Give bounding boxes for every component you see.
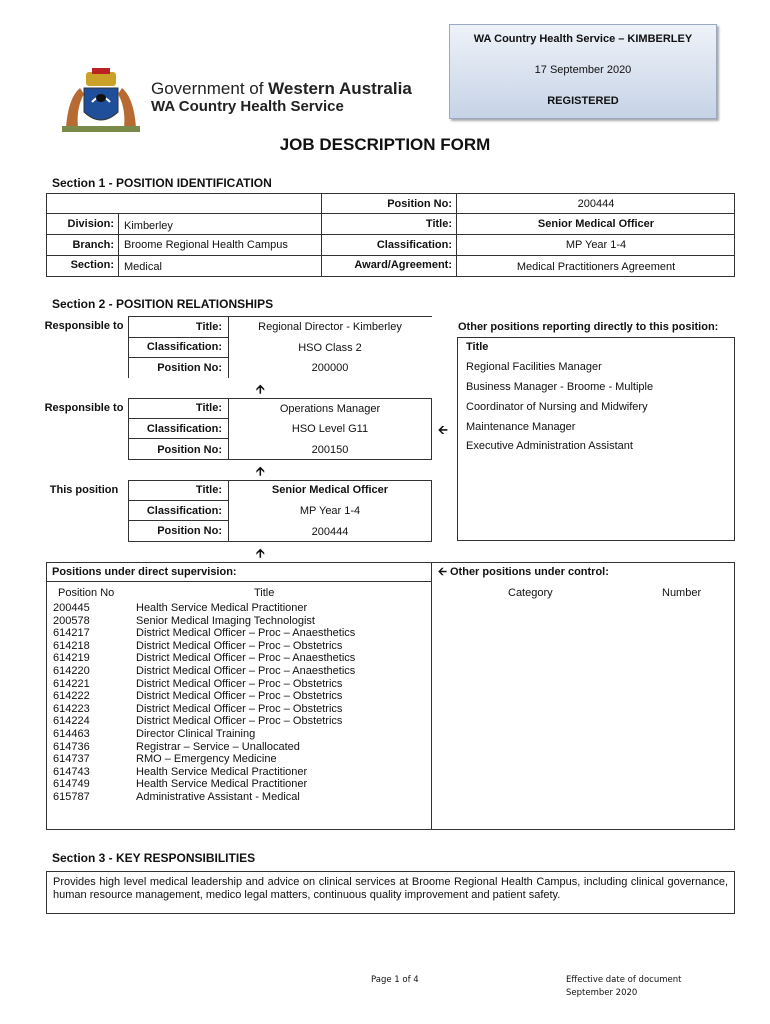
box3-side-label: This position: [49, 484, 119, 496]
table-row-posno: 614737: [53, 753, 90, 766]
table-row-title: District Medical Officer – Proc – Obstetrics: [136, 702, 343, 715]
division-label: Division:: [67, 218, 114, 230]
box2-class-label: Classification:: [146, 423, 222, 435]
table-row-title: Health Service Medical Practitioner: [136, 778, 308, 791]
key-responsibilities-text: Provides high level medical leadership and advice on clinical services at Broome Regional Health Campus, including clinical governance, human resource management, medico legal matters, continuous quality improvement and patient safety.: [53, 876, 728, 901]
table-row-posno: 614217: [53, 627, 90, 640]
box3-posno-label: Position No:: [157, 525, 222, 537]
table-row-title: District Medical Officer – Proc – Anaesthetics: [136, 664, 356, 677]
table-row-title: RMO – Emergency Medicine: [136, 753, 277, 766]
other-position-item: Business Manager - Broome - Multiple: [466, 381, 654, 393]
section2-heading: Section 2 - POSITION RELATIONSHIPS: [52, 297, 274, 311]
gov-prefix: Government of: [151, 79, 269, 98]
table-row-title: Health Service Medical Practitioner: [136, 602, 308, 614]
left-arrow-icon: 🡨: [438, 423, 448, 437]
effective-date-label: Effective date of document: [566, 975, 682, 985]
box3-title-label: Title:: [195, 484, 222, 496]
table-row-posno: 614749: [53, 778, 90, 791]
other-position-item: Maintenance Manager: [466, 421, 576, 433]
box2-side-label: Responsible to: [44, 402, 124, 414]
section3-heading: Section 3 - KEY RESPONSIBILITIES: [52, 851, 256, 865]
stamp-line-2: 17 September 2020: [534, 64, 632, 76]
gov-bold: Western Australia: [268, 79, 412, 98]
other-positions-col-title: Title: [466, 341, 489, 353]
registration-stamp: [449, 24, 717, 119]
table-row-posno: 614220: [53, 664, 90, 677]
table-row-title: Registrar – Service – Unallocated: [136, 740, 300, 753]
box1-side-label: Responsible to: [44, 320, 124, 332]
crest-logo: [56, 68, 146, 136]
box3-class-label: Classification:: [146, 505, 222, 517]
form-title: JOB DESCRIPTION FORM: [279, 135, 491, 154]
table-row-posno: 614743: [53, 765, 90, 778]
up-arrow-icon: 🡩: [256, 464, 265, 478]
section-value: Medical: [124, 261, 162, 273]
classification-value: MP Year 1-4: [565, 239, 627, 251]
box3-title: Senior Medical Officer: [271, 484, 389, 496]
table-row-title: Director Clinical Training: [136, 727, 256, 740]
classification-label: Classification:: [376, 239, 452, 251]
col-position-no: Position No: [58, 587, 115, 599]
supervision-posno-list: [53, 602, 90, 804]
box2-title: Operations Manager: [279, 403, 381, 415]
box2-class: HSO Level G11: [291, 423, 369, 435]
box1-posno: 200000: [311, 362, 349, 374]
box3-posno: 200444: [311, 526, 349, 538]
table-row-posno: 614222: [53, 690, 90, 703]
table-row-title: Senior Medical Imaging Technologist: [136, 614, 315, 627]
stamp-line-3: REGISTERED: [547, 95, 619, 107]
table-row-title: Health Service Medical Practitioner: [136, 765, 308, 778]
control-heading-text: Other positions under control:: [450, 566, 609, 578]
title-value: Senior Medical Officer: [537, 218, 655, 230]
table-row-title: District Medical Officer – Proc – Anaesthetics: [136, 652, 356, 665]
box1-title-label: Title:: [195, 321, 222, 333]
supervision-heading: Positions under direct supervision:: [52, 566, 237, 578]
box1-posno-label: Position No:: [157, 362, 222, 374]
left-arrow-icon: 🡨: [438, 566, 447, 578]
up-arrow-icon: 🡩: [256, 546, 265, 560]
box1-class: HSO Class 2: [298, 342, 362, 354]
table-row-posno: 614219: [53, 652, 90, 665]
effective-date: September 2020: [566, 988, 638, 998]
table-row-title: District Medical Officer – Proc – Obstetrics: [136, 690, 343, 703]
table-row-posno: 614218: [53, 639, 90, 652]
col-number: Number: [662, 587, 702, 599]
table-row-posno: 614736: [53, 740, 90, 753]
service-name: WA Country Health Service: [151, 98, 344, 115]
page-number: Page 1 of 4: [371, 975, 419, 985]
section1-heading: Section 1 - POSITION IDENTIFICATION: [52, 176, 272, 190]
up-arrow-icon: 🡩: [256, 382, 265, 396]
posno-label: Position No:: [387, 198, 452, 210]
table-row-title: District Medical Officer – Proc – Obstetrics: [136, 715, 343, 728]
table-row-posno: 614221: [53, 677, 90, 690]
table-row-title: District Medical Officer – Proc – Obstetrics: [136, 677, 343, 690]
col-title: Title: [254, 587, 275, 599]
table-row-title: District Medical Officer – Proc – Anaesthetics: [136, 627, 356, 640]
branch-label: Branch:: [72, 239, 114, 251]
other-positions-heading: Other positions reporting directly to this position:: [458, 321, 719, 333]
other-position-item: Regional Facilities Manager: [466, 361, 602, 373]
box2-title-label: Title:: [195, 402, 222, 414]
box1-title: Regional Director - Kimberley: [258, 321, 402, 333]
division-value: Kimberley: [124, 220, 173, 232]
table-row-posno: 614463: [53, 727, 90, 740]
supervision-title-list: [136, 602, 355, 804]
box3-class: MP Year 1-4: [299, 505, 361, 517]
box1-class-label: Classification:: [146, 341, 222, 353]
section-label: Section:: [70, 259, 114, 271]
title-label: Title:: [425, 218, 452, 230]
other-position-item: Executive Administration Assistant: [466, 440, 633, 452]
control-heading: [438, 565, 609, 579]
table-row-posno: 614223: [53, 702, 90, 715]
col-category: Category: [508, 587, 553, 599]
other-position-item: Coordinator of Nursing and Midwifery: [466, 401, 648, 413]
branch-value: Broome Regional Health Campus: [124, 239, 288, 251]
table-row-posno: 614224: [53, 715, 90, 728]
table-row-posno: 615787: [53, 790, 90, 803]
award-label: Award/Agreement:: [354, 259, 452, 271]
table-row-posno: 200445: [53, 602, 90, 614]
stamp-line-1: WA Country Health Service – KIMBERLEY: [473, 33, 693, 45]
table-row-posno: 200578: [53, 614, 90, 627]
box2-posno-label: Position No:: [157, 444, 222, 456]
award-value: Medical Practitioners Agreement: [516, 261, 676, 273]
posno-value: 200444: [577, 198, 615, 210]
gov-title: [151, 80, 412, 98]
table-row-title: Administrative Assistant - Medical: [136, 790, 300, 803]
box2-posno: 200150: [311, 444, 349, 456]
table-row-title: District Medical Officer – Proc – Obstetrics: [136, 639, 343, 652]
